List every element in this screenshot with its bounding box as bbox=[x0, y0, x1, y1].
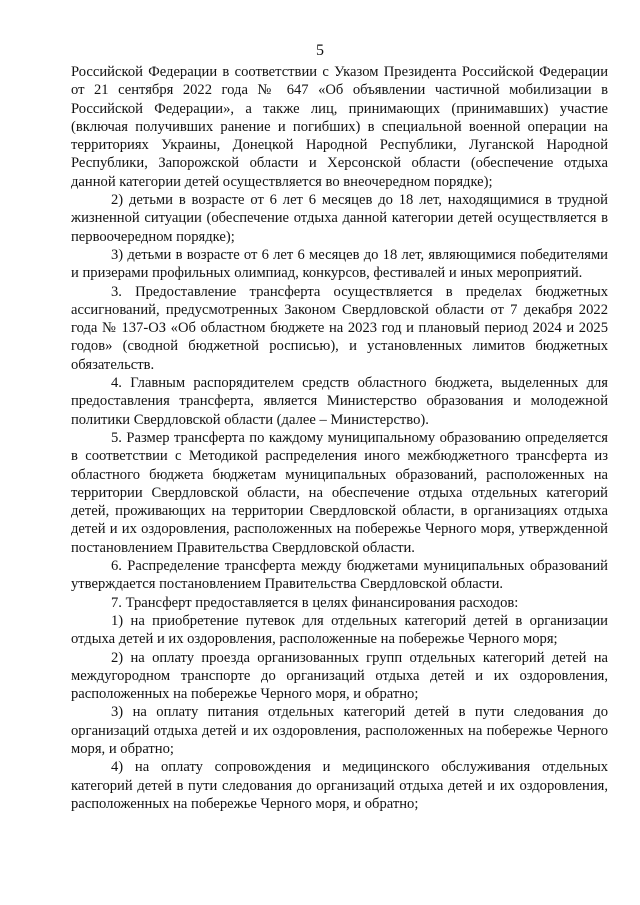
paragraph-clause-5: 5. Размер трансферта по каждому муниципальному образованию определяется в соответствии с Методикой распределения иного межбюджетного трансферта из областного бюджета бюджетам муниципальных образований, расположенных на территории Свердловской области, на обеспечение отдыха отдельных категорий детей, проживающих на территории Свердловской области, в организациях отдыха детей и их оздоровления, расположенных на побережье Черного моря, утвержденной постановлением Правительства Свердловской области. bbox=[71, 429, 608, 556]
paragraph-clause-3: 3. Предоставление трансферта осуществляется в пределах бюджетных ассигнований, предусмотренных Законом Свердловской области от 7 декабря 2022 года № 137-ОЗ «Об областном бюджете на 2023 год и плановый период 2024 и 2025 годов» (сводной бюджетной росписью), и установленных лимитов бюджетных обязательств. bbox=[71, 283, 608, 373]
page-number: 5 bbox=[316, 42, 324, 59]
document-body bbox=[71, 63, 608, 813]
paragraph-continuation: Российской Федерации в соответствии с Указом Президента Российской Федерации от 21 сентября 2022 года № 647 «Об объявлении частичной мобилизации в Российской Федерации», а также лиц, принимающих (принимавших) участие (включая получивших ранение и погибших) в специальной военной операции на территориях Украины, Донецкой Народной Республики, Луганской Народной Республики, Запорожской области и Херсонской области (обеспечение отдыха данной категории детей осуществляется во внеочередном порядке); bbox=[71, 64, 608, 190]
paragraph-subitem-2: 2) на оплату проезда организованных групп отдельных категорий детей на междугородном транспорте до организаций отдыха детей и их оздоровления, расположенных на побережье Черного моря, и обратно; bbox=[71, 649, 608, 703]
paragraph-clause-4: 4. Главным распорядителем средств областного бюджета, выделенных для предоставления трансферта, является Министерство образования и молодежной политики Свердловской области (далее – Министерство). bbox=[71, 375, 608, 428]
paragraph-subitem-4: 4) на оплату сопровождения и медицинского обслуживания отдельных категорий детей в пути следования до организаций отдыха детей и их оздоровления, расположенных на побережье Черного моря, и обратно; bbox=[71, 759, 608, 812]
paragraph-clause-7: 7. Трансферт предоставляется в целях финансирования расходов: bbox=[111, 594, 519, 611]
paragraph-subitem-3: 3) на оплату питания отдельных категорий детей в пути следования до организаций отдыха детей и их оздоровления, расположенных на побережье Черного моря, и обратно; bbox=[71, 704, 608, 757]
paragraph-subitem-1: 1) на приобретение путевок для отдельных категорий детей в организации отдыха детей и их оздоровления, расположенные на побережье Черного моря; bbox=[71, 612, 608, 648]
paragraph-item-2: 2) детьми в возрасте от 6 лет 6 месяцев до 18 лет, находящимися в трудной жизненной ситуации (обеспечение отдыха данной категории детей осуществляется в первоочередном порядке); bbox=[71, 192, 608, 245]
paragraph-clause-6: 6. Распределение трансферта между бюджетами муниципальных образований утверждается постановлением Правительства Свердловской области. bbox=[71, 558, 608, 593]
paragraph-item-3: 3) детьми в возрасте от 6 лет 6 месяцев до 18 лет, являющимися победителями и призерами профильных олимпиад, конкурсов, фестивалей и иных мероприятий. bbox=[71, 246, 608, 282]
